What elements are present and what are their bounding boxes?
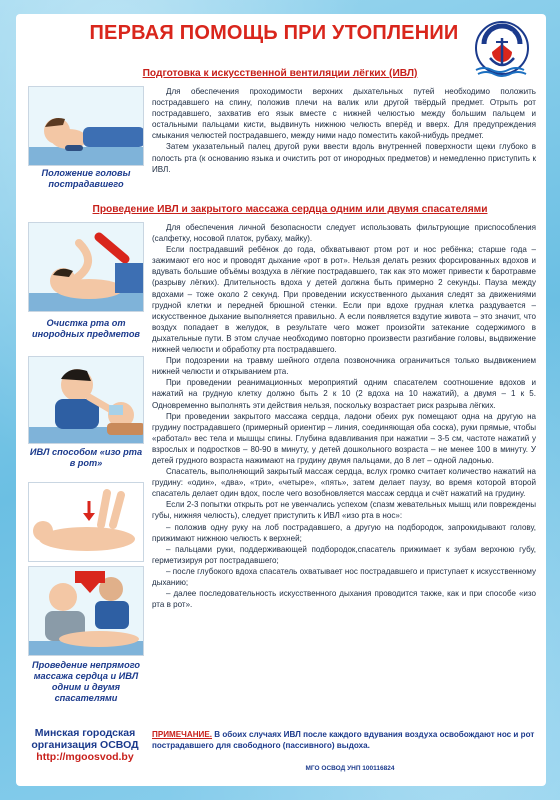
section2-paragraph: Если пострадавший ребёнок до года, обхватывают ртом рот и нос ребёнка; старше года – зажимают его нос и проводят дыхание «рот в рот». Нельзя делать резких форсированных вдохов и вдувать большие объёмы воздуха в лёгкие пострадавшего, так как это может привести к баротравме (разрыву лёгких). Длительность вдоха у детей должна быть примерно 2 секунды. Пауза между вдохами – тоже около 2 секунд. При проведении искусственного дыхания следят за движениями грудной клетки и передней брюшной стенки. Если при вдохе грудная клетка раздувается – искусственное дыхание выполняется правильно. А если появляется вздутие живота – это значит, что воздух попадает в желудок, в результате чего может произойти затекание содержимого в дыхательные пути. В этом случае необходимо повторно произвести разгибание головы, выдвижение нижней челюсти и обработку рта пострадавшего. xyxy=(152,245,536,355)
caption-mouth-to-mouth: ИВЛ способом «изо рта в рот» xyxy=(29,447,143,468)
section1-paragraph: Для обеспечения проходимости верхних дыхательных путей необходимо положить пострадавшего на спину, положив плечи на валик или другой твёрдый предмет. Отрыть рот пострадавшего, захватив его язык вместе с нижней челюстью между большим пальцем и остальными пальцами кисти, выдвинуть нижнюю челюсть вперёд и вверх. Для предупреждения смыкания челюстей пострадавшего, между ними надо поместить какой-нибудь предмет. xyxy=(152,87,536,141)
org-name-line2: организация ОСВОД xyxy=(31,739,139,751)
illustration-mouth-cleaning xyxy=(28,222,144,312)
poster-title: ПЕРВАЯ ПОМОЩЬ ПРИ УТОПЛЕНИИ xyxy=(89,22,459,44)
note-block xyxy=(152,729,536,751)
illustration-mouth-to-mouth xyxy=(28,356,144,444)
org-name-line1: Минская городская xyxy=(34,727,136,739)
organization-block xyxy=(26,727,144,763)
section2-list-item: – положив одну руку на лоб пострадавшего, а другую на подбородок, запрокидывают голову, прижимают нижнюю челюсть к верхней; xyxy=(152,522,536,543)
section2-paragraph: При подозрении на травму шейного отдела позвоночника ограничиться только выдвижением нижней челюсти и открыванием рта. xyxy=(152,356,536,377)
section2-paragraph: Спасатель, выполняющий закрытый массаж сердца, вслух громко считает количество нажатий на грудину: «один», «два», «три», «четыре», «пять», затем делает паузу, во время которой второй спасатель делает один вдох, после чего возобновляется массаж сердца и счёт нажатий на грудину. xyxy=(152,467,536,499)
illustration-two-rescuers xyxy=(28,566,144,656)
section2-list-item: – после глубокого вдоха спасатель охватывает нос пострадавшего и приступает к искусственному дыханию; xyxy=(152,566,536,587)
illustration-chest-compressions xyxy=(28,482,144,562)
section2-paragraph: Для обеспечения личной безопасности следует использовать фильтрующие приспособления (салфетку, носовой платок, рубаху, майку). xyxy=(152,223,536,244)
section2-paragraph: При проведении реанимационных мероприятий одним спасателем соотношение вдохов и нажатий на грудную клетку должно быть 2 к 10 (2 вдоха на 10 нажатий), а двумя – 1 к 5. Одновременно выполнять эти действия нельзя, поскольку возрастает риск разрыва лёгких. xyxy=(152,378,536,410)
section2-list-item: – далее последовательность искусственного дыхания проводится также, как и при способе «изо рта в рот». xyxy=(152,589,536,610)
logo-text: ОСВОД xyxy=(490,32,514,38)
note-text: В обоих случаях ИВЛ после каждого вдувания воздуха освобождают нос и рот пострадавшего для свободного (пассивного) выдоха. xyxy=(152,730,535,750)
section-heading-cpr: Проведение ИВЛ и закрытого массажа сердца одним или двумя спасателями xyxy=(92,204,488,215)
caption-mouth-cleaning: Очистка рта от инородных предметов xyxy=(32,318,140,339)
registration-number: МГО ОСВОД УНП 100116824 xyxy=(305,765,395,772)
section2-text xyxy=(152,222,536,610)
section2-list-item: – пальцами руки, поддерживающей подбородок,спасатель прижимает к зубам верхнюю губу, герметизируя рот пострадавшего; xyxy=(152,544,536,565)
illustration-head-position xyxy=(28,86,144,166)
section1-paragraph: Затем указательный палец другой руки ввести вдоль внутренней поверхности щеки глубоко в полость рта (к основанию языка и очистить рот от инородных предметов) и немедленно приступить к ИВЛ. xyxy=(152,142,536,174)
caption-cpr-rescuers: Проведение непрямого массажа сердца и ИВЛ одним и двумя спасателями xyxy=(32,660,140,703)
section1-text xyxy=(152,86,536,175)
section-heading-ventilation-prep: Подготовка к искусственной вентиляции лёгких (ИВЛ) xyxy=(142,68,418,79)
osvod-anchor-logo-icon xyxy=(472,14,532,78)
caption-head-position: Положение головы пострадавшего xyxy=(41,168,131,189)
org-website-link[interactable]: http://mgoosvod.by xyxy=(36,751,134,763)
section2-paragraph: Если 2-3 попытки открыть рот не увенчались успехом (спазм жевательных мышц или повреждены губы, нижняя челюсть), следует приступить к ИВЛ «изо рта в нос»: xyxy=(152,500,536,521)
section2-paragraph: При проведении закрытого массажа сердца, ладони обеих рук помещают одна на другую на грудину пострадавшего (примерный ориентир – линия, соединяющая оба соска), руки прямые, чтобы «работал» вес тела и мышцы спины. Глубина вдавливания при нажатии – 3-5 см, частоте нажатий у взрослых и подростков – 80-90 в минуту, у детей дошкольного возраста – не менее 100 в минуту. У детей грудного возраста нажимают на грудину двумя пальцами, до 8 лет – одной ладонью. xyxy=(152,411,536,465)
note-label: ПРИМЕЧАНИЕ. xyxy=(152,730,213,739)
